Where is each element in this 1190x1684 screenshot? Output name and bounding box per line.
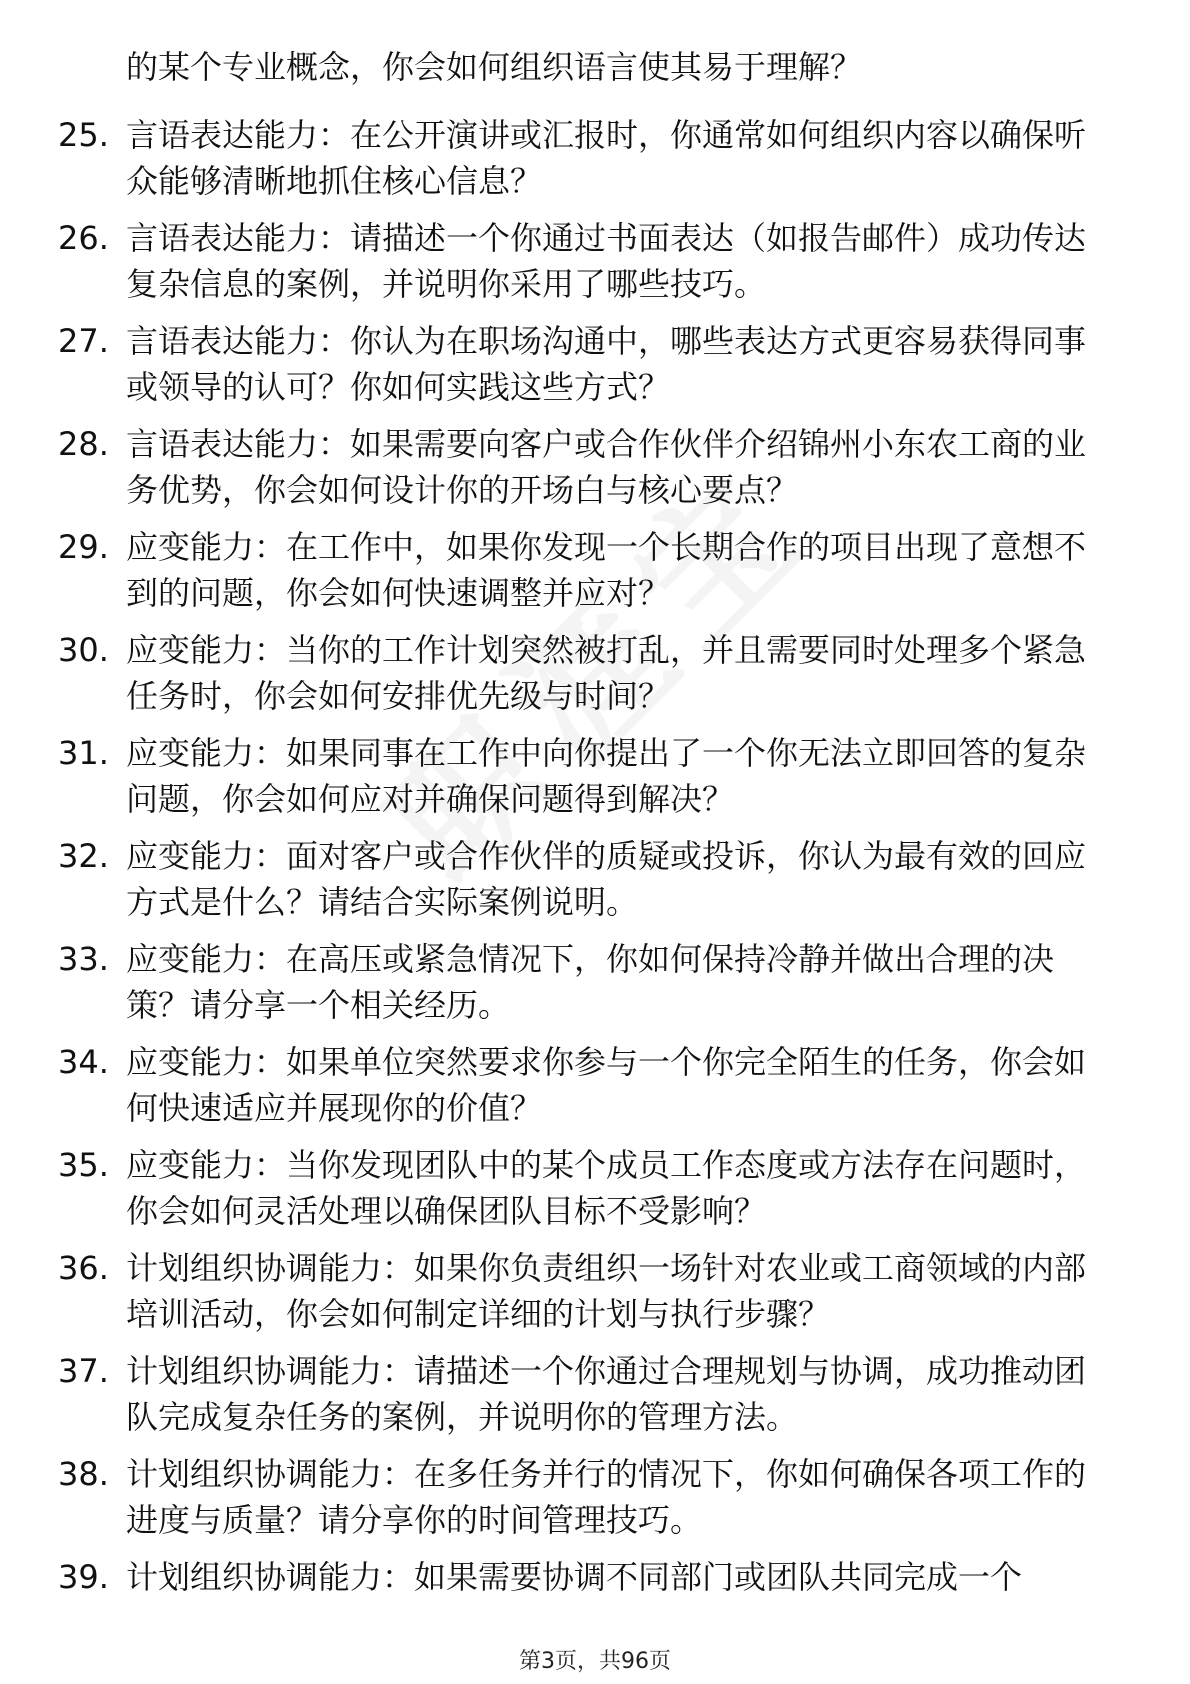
- list-item: [58, 1348, 1138, 1451]
- question-text: 应变能力：在工作中，如果你发现一个长期合作的项目出现了意想不到的问题，你会如何快速调整并应对？: [126, 528, 1087, 612]
- question-number: 31.: [58, 734, 109, 772]
- list-item: [58, 215, 1138, 318]
- question-text: 言语表达能力：在公开演讲或汇报时，你通常如何组织内容以确保听众能够清晰地抓住核心信息？: [126, 116, 1087, 200]
- question-text: 言语表达能力：请描述一个你通过书面表达（如报告邮件）成功传达复杂信息的案例，并说明你采用了哪些技巧。: [126, 219, 1087, 303]
- question-number: 34.: [58, 1043, 109, 1081]
- question-number: 25.: [58, 116, 109, 154]
- list-item: [58, 1039, 1138, 1142]
- list-item: [58, 730, 1138, 833]
- question-text: 计划组织协调能力：请描述一个你通过合理规划与协调，成功推动团队完成复杂任务的案例，并说明你的管理方法。: [126, 1352, 1087, 1436]
- question-text: 计划组织协调能力：在多任务并行的情况下，你如何确保各项工作的进度与质量？请分享你的时间管理技巧。: [126, 1455, 1087, 1539]
- question-number: 32.: [58, 837, 109, 875]
- question-number: 28.: [58, 425, 109, 463]
- question-text: 计划组织协调能力：如果你负责组织一场针对农业或工商领域的内部培训活动，你会如何制定详细的计划与执行步骤？: [126, 1249, 1087, 1333]
- list-item: [58, 1142, 1138, 1245]
- list-item: [58, 524, 1138, 627]
- question-text: 计划组织协调能力：如果需要协调不同部门或团队共同完成一个: [126, 1558, 1023, 1596]
- question-number: 29.: [58, 528, 109, 566]
- list-item: [58, 421, 1138, 524]
- question-text: 应变能力：在高压或紧急情况下，你如何保持冷静并做出合理的决策？请分享一个相关经历。: [126, 940, 1055, 1024]
- question-text: 应变能力：当你的工作计划突然被打乱，并且需要同时处理多个紧急任务时，你会如何安排优先级与时间？: [126, 631, 1087, 715]
- question-number: 26.: [58, 219, 109, 257]
- question-number: 33.: [58, 940, 109, 978]
- question-text: 言语表达能力：如果需要向客户或合作伙伴介绍锦州小东农工商的业务优势，你会如何设计你的开场白与核心要点？: [126, 425, 1087, 509]
- question-text: 应变能力：如果单位突然要求你参与一个你完全陌生的任务，你会如何快速适应并展现你的价值？: [126, 1043, 1087, 1127]
- question-number: 27.: [58, 322, 109, 360]
- page-number-footer: 第3页，共96页: [519, 1649, 671, 1674]
- list-item: [58, 833, 1138, 936]
- question-number: 38.: [58, 1455, 109, 1493]
- list-item: [58, 627, 1138, 730]
- question-number: 39.: [58, 1558, 109, 1596]
- question-text: 应变能力：面对客户或合作伙伴的质疑或投诉，你认为最有效的回应方式是什么？请结合实际案例说明。: [126, 837, 1087, 921]
- question-number: 30.: [58, 631, 109, 669]
- continued-question-text: 的某个专业概念，你会如何组织语言使其易于理解？: [126, 48, 863, 86]
- question-number: 37.: [58, 1352, 109, 1390]
- list-item: [58, 112, 1138, 215]
- list-item: [58, 1451, 1138, 1554]
- list-item: [58, 318, 1138, 421]
- question-list: [58, 112, 1138, 1657]
- question-text: 应变能力：当你发现团队中的某个成员工作态度或方法存在问题时，你会如何灵活处理以确保团队目标不受影响？: [126, 1146, 1087, 1230]
- question-number: 35.: [58, 1146, 109, 1184]
- list-item: [58, 936, 1138, 1039]
- list-item: [58, 1554, 1138, 1657]
- question-number: 36.: [58, 1249, 109, 1287]
- question-text: 应变能力：如果同事在工作中向你提出了一个你无法立即回答的复杂问题，你会如何应对并确保问题得到解决？: [126, 734, 1087, 818]
- list-item: [58, 1245, 1138, 1348]
- question-text: 言语表达能力：你认为在职场沟通中，哪些表达方式更容易获得同事或领导的认可？你如何实践这些方式？: [126, 322, 1087, 406]
